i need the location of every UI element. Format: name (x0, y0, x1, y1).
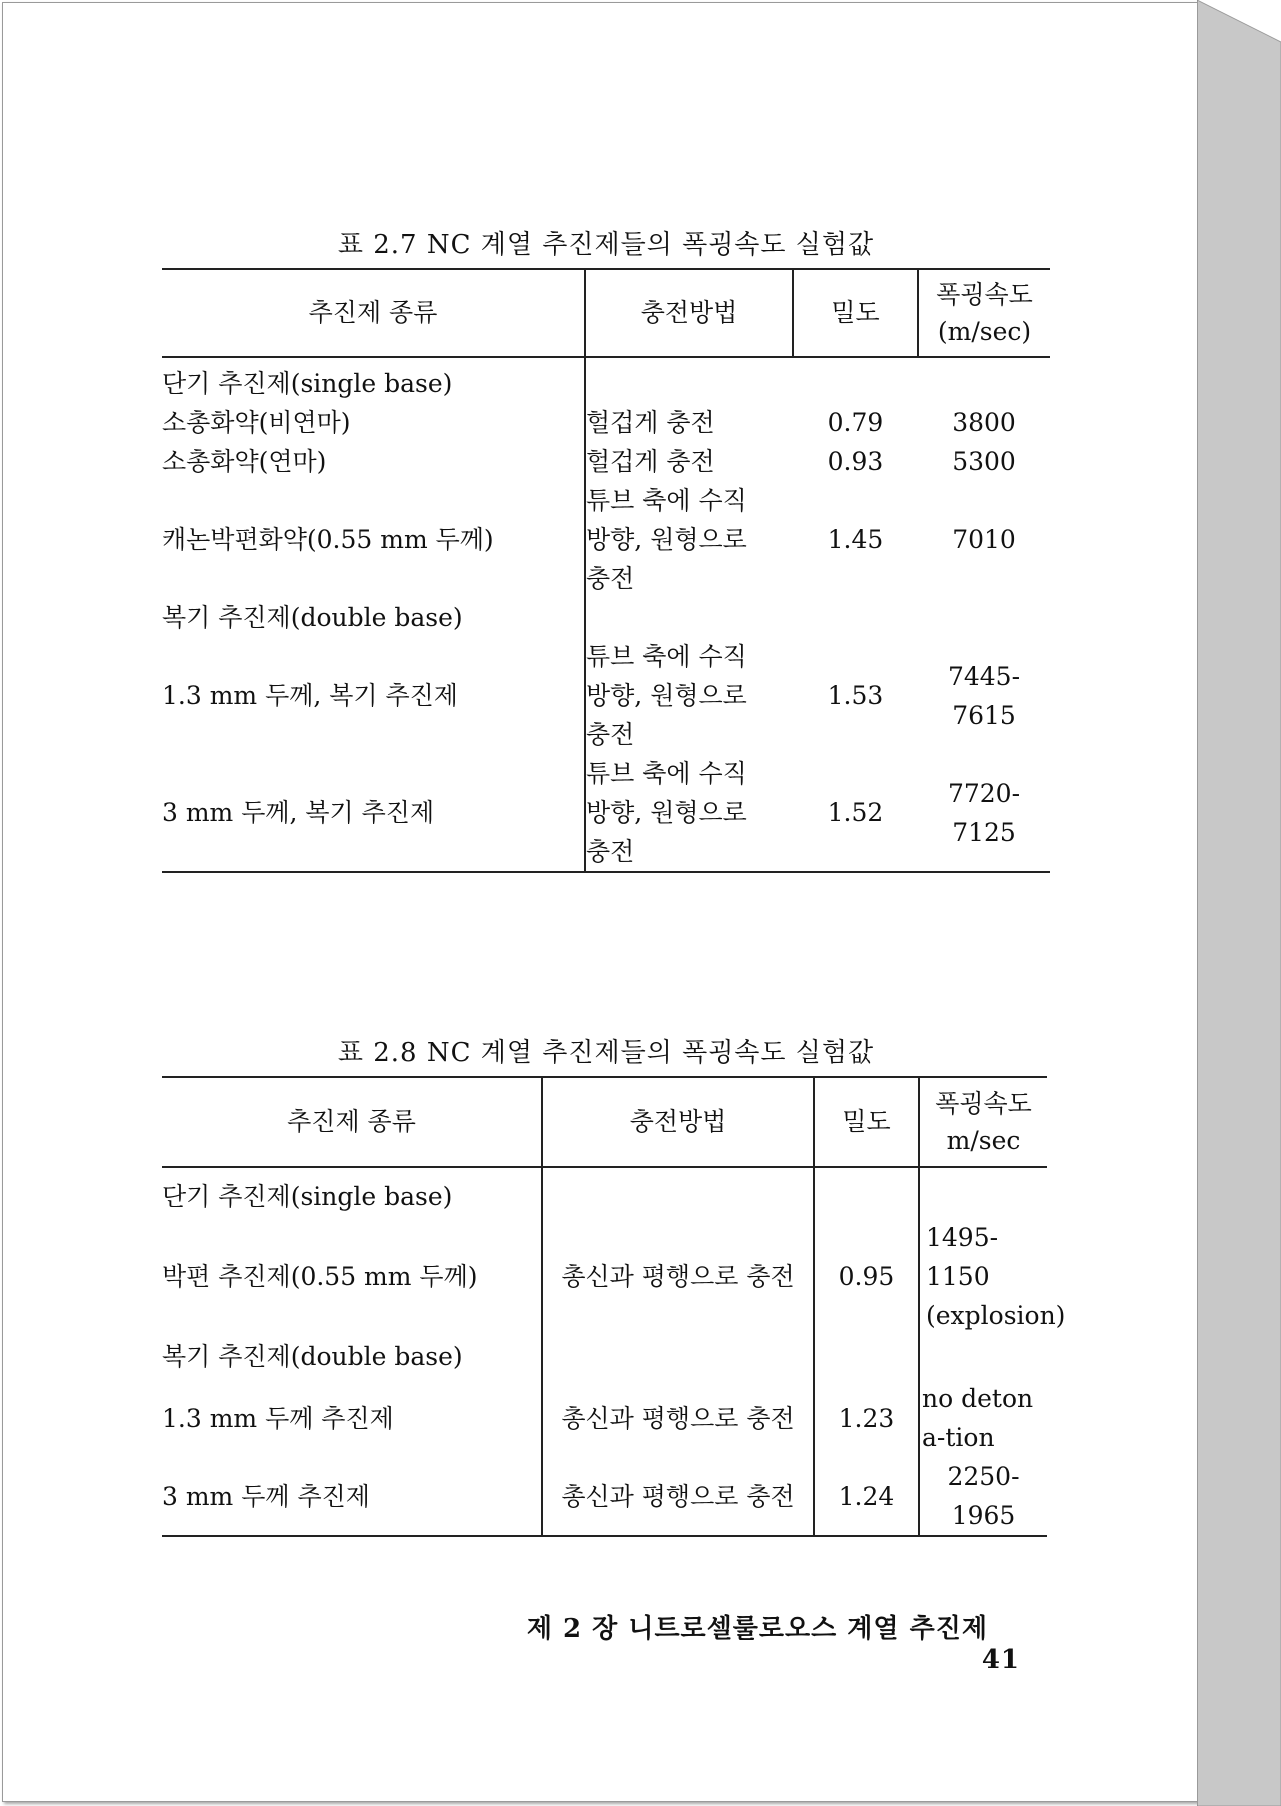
table-row (162, 1379, 1047, 1457)
row-name: 3 mm 두께 추진제 (162, 1457, 542, 1536)
table-row (162, 481, 1050, 598)
row-velocity: 7010 (952, 525, 1016, 554)
row-velocity: 5300 (952, 447, 1016, 476)
row-group-name: 단기 추진제(single base) (162, 369, 453, 398)
table-row (162, 1218, 1047, 1335)
row-name: 3 mm 두께, 복기 추진제 (162, 754, 585, 872)
col-header-type: 추진제 종류 (162, 1077, 542, 1167)
velocity-label: 폭굉속도 (936, 279, 1033, 309)
row-velocity: 3800 (952, 408, 1016, 437)
table-row (162, 403, 1050, 442)
velocity-unit: (m/sec) (937, 317, 1032, 346)
col-header-type: 추진제 종류 (162, 269, 585, 357)
col-header-velocity (918, 269, 1050, 357)
page-footer (510, 1608, 1020, 1675)
table-row (162, 1335, 1047, 1379)
chapter-title: 제 2 장 니트로셀룰로오스 계열 추진제 (526, 1614, 988, 1644)
row-density: 0.93 (827, 447, 884, 476)
col-header-method: 충전방법 (585, 269, 793, 357)
page-number: 41 (981, 1645, 1020, 1675)
row-density: 1.45 (827, 525, 884, 554)
row-name: 캐논박편화약(0.55 mm 두께) (162, 525, 494, 554)
row-name: 소총화약(연마) (162, 447, 327, 476)
row-method: 총신과 평행으로 충전 (542, 1379, 814, 1457)
col-header-velocity (919, 1077, 1047, 1167)
col-header-density: 밀도 (814, 1077, 919, 1167)
row-name: 소총화약(비연마) (162, 408, 351, 437)
row-method: 총신과 평행으로 충전 (542, 1457, 814, 1536)
row-method: 튜브 축에 수직 방향, 원형으로 충전 (585, 754, 793, 872)
row-name: 1.3 mm 두께 추진제 (162, 1403, 394, 1433)
table-2-7-caption: 표 2.7 NC 계열 추진제들의 폭굉속도 실험값 (337, 230, 875, 260)
row-group-name: 복기 추진제(double base) (162, 1342, 463, 1371)
col-header-density: 밀도 (793, 269, 918, 357)
row-density: 0.95 (814, 1218, 919, 1335)
table-row (162, 442, 1050, 481)
row-method: 튜브 축에 수직 방향, 원형으로 충전 (585, 637, 793, 754)
row-density: 1.23 (814, 1379, 919, 1457)
row-group-name: 복기 추진제(double base) (162, 603, 463, 632)
row-velocity: no detona-tion (919, 1379, 1047, 1457)
row-method: 헐겁게 충전 (585, 403, 793, 442)
row-method: 튜브 축에 수직 방향, 원형으로 충전 (585, 481, 793, 598)
table-2-7 (162, 268, 1050, 873)
row-velocity: 2250-1965 (919, 1457, 1047, 1536)
row-density: 1.53 (827, 681, 884, 710)
table-2-8-caption: 표 2.8 NC 계열 추진제들의 폭굉속도 실험값 (337, 1038, 875, 1068)
row-density: 1.52 (793, 754, 918, 872)
book-spine-edge (1197, 0, 1281, 1806)
table-row (162, 1457, 1047, 1536)
row-velocity: 7445-7615 (947, 661, 1021, 730)
row-velocity: 7720-7125 (918, 754, 1050, 872)
velocity-label: 폭굉속도 (935, 1088, 1032, 1118)
row-density: 1.24 (814, 1457, 919, 1536)
row-name: 1.3 mm 두께, 복기 추진제 (162, 681, 458, 710)
table-row (162, 1167, 1047, 1218)
row-method: 총신과 평행으로 충전 (542, 1218, 814, 1335)
velocity-unit: m/sec (946, 1126, 1021, 1155)
row-velocity: 1495-1150 (explosion) (919, 1218, 1047, 1335)
table-row (162, 754, 1050, 872)
row-method: 헐겁게 충전 (585, 442, 793, 481)
row-name: 박편 추진제(0.55 mm 두께) (162, 1262, 478, 1291)
table-row (162, 598, 1050, 637)
table-row (162, 357, 1050, 403)
table-row (162, 637, 1050, 754)
col-header-method: 충전방법 (542, 1077, 814, 1167)
table-2-8 (162, 1076, 1066, 1537)
row-group-name: 단기 추진제(single base) (162, 1182, 453, 1211)
row-density: 0.79 (827, 408, 884, 437)
